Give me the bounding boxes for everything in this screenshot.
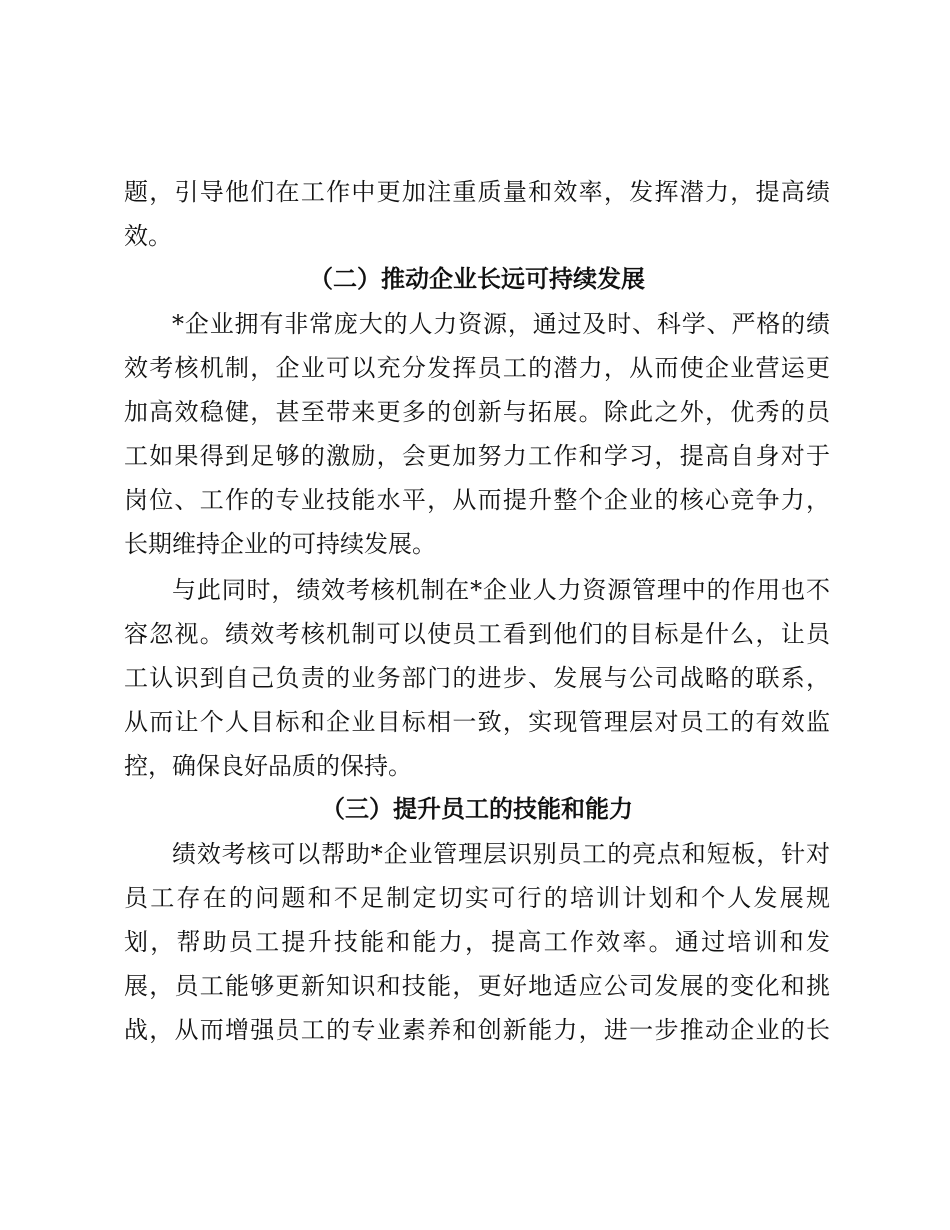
paragraph-line: 工认识到自己负责的业务部门的进步、发展与公司战略的联系，	[124, 664, 830, 692]
paragraph-line: *企业拥有非常庞大的人力资源，通过及时、科学、严格的绩	[172, 310, 830, 338]
paragraph-line: 员工存在的问题和不足制定切实可行的培训计划和个人发展规	[124, 884, 830, 912]
paragraph-line: 题，引导他们在工作中更加注重质量和效率，发挥潜力，提高绩	[124, 178, 830, 206]
paragraph-line: 战，从而增强员工的专业素养和创新能力，进一步推动企业的长	[124, 1016, 830, 1044]
paragraph-line: 效考核机制，企业可以充分发挥员工的潜力，从而使企业营运更	[124, 354, 830, 382]
paragraph-line: 效。	[124, 222, 172, 250]
paragraph-line: 容忽视。绩效考核机制可以使员工看到他们的目标是什么，让员	[124, 620, 830, 648]
paragraph-line: 加高效稳健，甚至带来更多的创新与拓展。除此之外，优秀的员	[124, 398, 830, 426]
section-heading: （三）提升员工的技能和能力	[321, 794, 633, 823]
paragraph-line: 从而让个人目标和企业目标相一致，实现管理层对员工的有效监	[124, 708, 830, 736]
section-heading: （二）推动企业长远可持续发展	[309, 264, 645, 293]
paragraph-line: 长期维持企业的可持续发展。	[124, 530, 436, 558]
paragraph-line: 与此同时，绩效考核机制在*企业人力资源管理中的作用也不	[172, 576, 830, 604]
paragraph-line: 划，帮助员工提升技能和能力，提高工作效率。通过培训和发	[124, 928, 830, 956]
paragraph-line: 绩效考核可以帮助*企业管理层识别员工的亮点和短板，针对	[172, 840, 830, 868]
paragraph-line: 岗位、工作的专业技能水平，从而提升整个企业的核心竞争力，	[124, 486, 830, 514]
paragraph-line: 工如果得到足够的激励，会更加努力工作和学习，提高自身对于	[124, 442, 830, 470]
paragraph-line: 展，员工能够更新知识和技能，更好地适应公司发展的变化和挑	[124, 972, 830, 1000]
paragraph-line: 控，确保良好品质的保持。	[124, 752, 412, 780]
